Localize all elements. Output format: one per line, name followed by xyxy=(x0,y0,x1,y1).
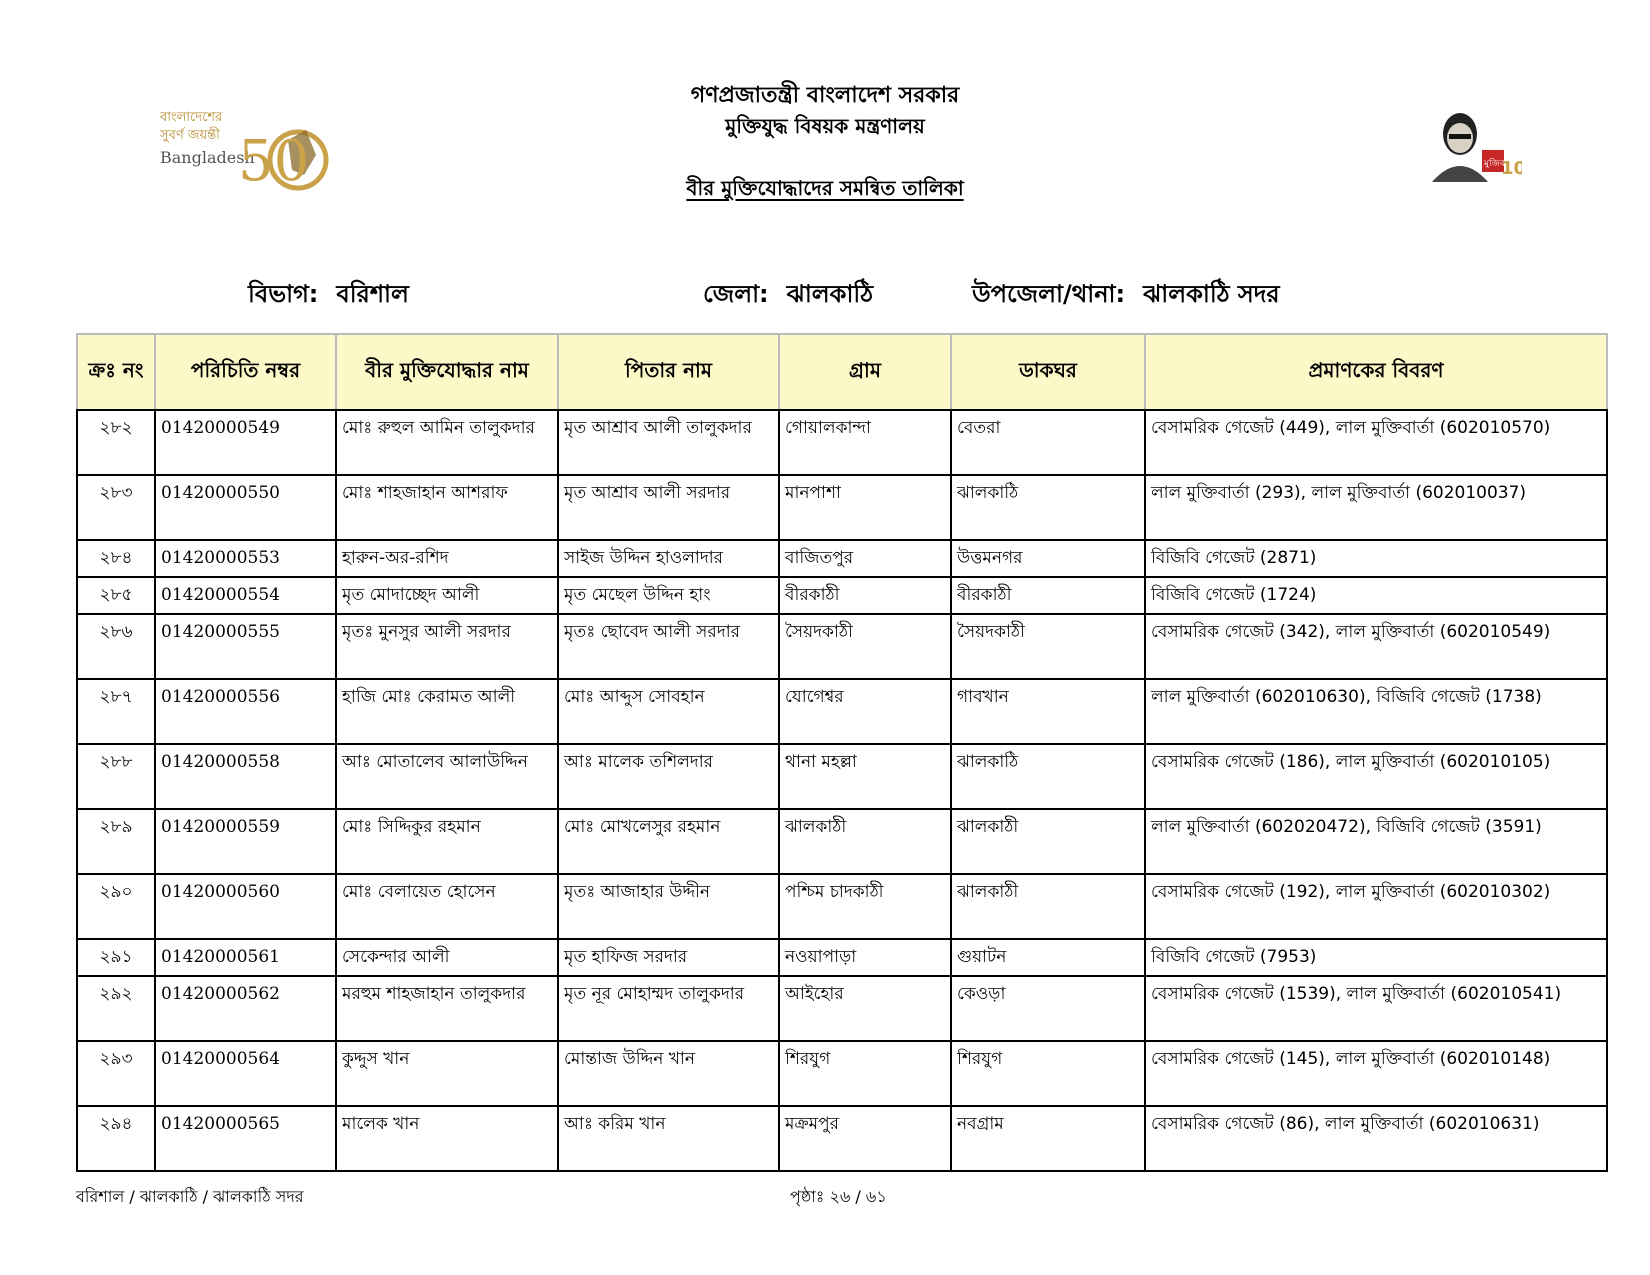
cell-name: মোঃ বেলায়েত হোসেন xyxy=(336,874,558,939)
cell-post-office: শিরযুগ xyxy=(951,1041,1145,1106)
svg-text:50: 50 xyxy=(238,129,310,194)
cell-father: মৃতঃ ছোবেদ আলী সরদার xyxy=(558,614,779,679)
cell-proof: বিজিবি গেজেট (1724) xyxy=(1145,577,1607,614)
cell-proof: লাল মুক্তিবার্তা (602010630), বিজিবি গেজেট (1738) xyxy=(1145,679,1607,744)
freedom-fighters-table xyxy=(76,333,1608,1172)
table-row xyxy=(77,540,1607,577)
col-header-father: পিতার নাম xyxy=(558,334,779,410)
cell-post-office: ঝালকাঠী xyxy=(951,874,1145,939)
ministry-title: মুক্তিযুদ্ধ বিষয়ক মন্ত্রণালয় xyxy=(725,114,925,138)
cell-father: মোঃ আব্দুস সোবহান xyxy=(558,679,779,744)
cell-id: 01420000555 xyxy=(155,614,336,679)
cell-father: মৃত আশ্রাব আলী সরদার xyxy=(558,475,779,540)
table-row xyxy=(77,976,1607,1041)
table-row xyxy=(77,410,1607,475)
cell-village: ঝালকাঠী xyxy=(779,809,951,874)
cell-serial: ২৯১ xyxy=(77,939,155,976)
cell-serial: ২৯২ xyxy=(77,976,155,1041)
cell-proof: বেসামরিক গেজেট (192), লাল মুক্তিবার্তা (602010302) xyxy=(1145,874,1607,939)
page-number: পৃষ্ঠাঃ ২৬ / ৬১ xyxy=(790,1187,887,1206)
cell-name: মালেক খান xyxy=(336,1106,558,1171)
jubilee-50-icon xyxy=(156,100,332,200)
upazila-value: ঝালকাঠি সদর xyxy=(1143,280,1280,308)
cell-village: পশ্চিম চাদকাঠী xyxy=(779,874,951,939)
mujib-portrait-icon xyxy=(1422,100,1522,184)
cell-proof: বেসামরিক গেজেট (449), লাল মুক্তিবার্তা (602010570) xyxy=(1145,410,1607,475)
mujib-borsho-logo xyxy=(1422,100,1522,184)
cell-name: মৃত মোদাচ্ছেদ আলী xyxy=(336,577,558,614)
table-row xyxy=(77,1041,1607,1106)
cell-father: মৃত নূর মোহাম্মদ তালুকদার xyxy=(558,976,779,1041)
table-row xyxy=(77,939,1607,976)
table-row xyxy=(77,809,1607,874)
cell-id: 01420000550 xyxy=(155,475,336,540)
cell-father: আঃ মালেক তশিলদার xyxy=(558,744,779,809)
cell-proof: বেসামরিক গেজেট (186), লাল মুক্তিবার্তা (602010105) xyxy=(1145,744,1607,809)
cell-serial: ২৮৮ xyxy=(77,744,155,809)
cell-name: সেকেন্দার আলী xyxy=(336,939,558,976)
cell-name: হাজি মোঃ কেরামত আলী xyxy=(336,679,558,744)
cell-post-office: ঝালকাঠি xyxy=(951,744,1145,809)
cell-father: মোঃ মোখলেসুর রহমান xyxy=(558,809,779,874)
cell-proof: লাল মুক্তিবার্তা (293), লাল মুক্তিবার্তা (602010037) xyxy=(1145,475,1607,540)
golden-jubilee-logo xyxy=(156,100,332,200)
cell-post-office: গুয়াটন xyxy=(951,939,1145,976)
svg-text:মুজিব বর্ষ: মুজিব বর্ষ xyxy=(1484,159,1518,169)
cell-proof: বিজিবি গেজেট (7953) xyxy=(1145,939,1607,976)
cell-father: মোন্তাজ উদ্দিন খান xyxy=(558,1041,779,1106)
cell-village: বাজিতপুর xyxy=(779,540,951,577)
cell-id: 01420000565 xyxy=(155,1106,336,1171)
cell-id: 01420000559 xyxy=(155,809,336,874)
cell-village: গোয়ালকান্দা xyxy=(779,410,951,475)
cell-serial: ২৮২ xyxy=(77,410,155,475)
cell-serial: ২৮৯ xyxy=(77,809,155,874)
cell-father: মৃত আশ্রাব আলী তালুকদার xyxy=(558,410,779,475)
cell-village: আইহোর xyxy=(779,976,951,1041)
cell-id: 01420000554 xyxy=(155,577,336,614)
cell-post-office: গাবখান xyxy=(951,679,1145,744)
district-field xyxy=(703,276,873,316)
table-row xyxy=(77,744,1607,809)
cell-serial: ২৯৩ xyxy=(77,1041,155,1106)
cell-name: কুদ্দুস খান xyxy=(336,1041,558,1106)
cell-id: 01420000558 xyxy=(155,744,336,809)
cell-serial: ২৯০ xyxy=(77,874,155,939)
cell-father: সাইজ উদ্দিন হাওলাদার xyxy=(558,540,779,577)
cell-proof: বেসামরিক গেজেট (342), লাল মুক্তিবার্তা (602010549) xyxy=(1145,614,1607,679)
cell-village: বীরকাঠী xyxy=(779,577,951,614)
cell-name: মৃতঃ মুনসুর আলী সরদার xyxy=(336,614,558,679)
district-label: জেলা: xyxy=(703,280,769,308)
cell-proof: বিজিবি গেজেট (2871) xyxy=(1145,540,1607,577)
division-label: বিভাগ: xyxy=(248,280,319,308)
cell-post-office: বেতরা xyxy=(951,410,1145,475)
logo-text-line3: Bangladesh xyxy=(160,148,255,167)
col-header-serial: ক্রঃ নং xyxy=(77,334,155,410)
cell-proof: লাল মুক্তিবার্তা (602020472), বিজিবি গেজেট (3591) xyxy=(1145,809,1607,874)
cell-id: 01420000560 xyxy=(155,874,336,939)
table-header-row xyxy=(77,334,1607,410)
cell-father: মৃত হাফিজ সরদার xyxy=(558,939,779,976)
cell-serial: ২৮৫ xyxy=(77,577,155,614)
government-title: গণপ্রজাতন্ত্রী বাংলাদেশ সরকার xyxy=(690,83,960,108)
cell-proof: বেসামরিক গেজেট (145), লাল মুক্তিবার্তা (602010148) xyxy=(1145,1041,1607,1106)
col-header-proof: প্রমাণকের বিবরণ xyxy=(1145,334,1607,410)
cell-serial: ২৮৬ xyxy=(77,614,155,679)
col-header-post-office: ডাকঘর xyxy=(951,334,1145,410)
cell-village: যোগেশ্বর xyxy=(779,679,951,744)
table-row xyxy=(77,1106,1607,1171)
district-value: ঝালকাঠি xyxy=(786,280,874,308)
cell-name: মোঃ রুহুল আমিন তালুকদার xyxy=(336,410,558,475)
logo-text-line2: সুবর্ণ জয়ন্তী xyxy=(160,128,220,143)
cell-post-office: বীরকাঠী xyxy=(951,577,1145,614)
cell-id: 01420000549 xyxy=(155,410,336,475)
table-row xyxy=(77,475,1607,540)
table-row xyxy=(77,679,1607,744)
cell-name: মোঃ সিদ্দিকুর রহমান xyxy=(336,809,558,874)
cell-id: 01420000556 xyxy=(155,679,336,744)
cell-name: মরহুম শাহজাহান তালুকদার xyxy=(336,976,558,1041)
col-header-village: গ্রাম xyxy=(779,334,951,410)
upazila-label: উপজেলা/থানা: xyxy=(972,280,1126,308)
cell-post-office: উত্তমনগর xyxy=(951,540,1145,577)
cell-father: মৃতঃ আজাহার উদ্দীন xyxy=(558,874,779,939)
cell-village: সৈয়দকাঠী xyxy=(779,614,951,679)
cell-post-office: কেওড়া xyxy=(951,976,1145,1041)
cell-id: 01420000562 xyxy=(155,976,336,1041)
table-row xyxy=(77,614,1607,679)
cell-id: 01420000564 xyxy=(155,1041,336,1106)
cell-serial: ২৮৩ xyxy=(77,475,155,540)
cell-village: শিরযুগ xyxy=(779,1041,951,1106)
logo-text-line1: বাংলাদেশের xyxy=(160,110,223,125)
col-header-id: পরিচিতি নম্বর xyxy=(155,334,336,410)
cell-proof: বেসামরিক গেজেট (86), লাল মুক্তিবার্তা (602010631) xyxy=(1145,1106,1607,1171)
cell-id: 01420000553 xyxy=(155,540,336,577)
cell-id: 01420000561 xyxy=(155,939,336,976)
list-title: বীর মুক্তিযোদ্ধাদের সমন্বিত তালিকা xyxy=(686,176,964,200)
cell-village: থানা মহল্লা xyxy=(779,744,951,809)
cell-father: মৃত মেছেল উদ্দিন হাং xyxy=(558,577,779,614)
cell-village: মক্রমপুর xyxy=(779,1106,951,1171)
svg-text:100: 10 xyxy=(1501,158,1522,179)
cell-village: মানপাশা xyxy=(779,475,951,540)
cell-name: হারুন-অর-রশিদ xyxy=(336,540,558,577)
table-row xyxy=(77,874,1607,939)
cell-serial: ২৮৪ xyxy=(77,540,155,577)
cell-post-office: নবগ্রাম xyxy=(951,1106,1145,1171)
col-header-name: বীর মুক্তিযোদ্ধার নাম xyxy=(336,334,558,410)
table-row xyxy=(77,577,1607,614)
cell-name: মোঃ শাহজাহান আশরাফ xyxy=(336,475,558,540)
cell-proof: বেসামরিক গেজেট (1539), লাল মুক্তিবার্তা (602010541) xyxy=(1145,976,1607,1041)
cell-post-office: ঝালকাঠী xyxy=(951,809,1145,874)
division-field xyxy=(248,276,409,316)
cell-serial: ২৮৭ xyxy=(77,679,155,744)
cell-post-office: ঝালকাঠি xyxy=(951,475,1145,540)
cell-father: আঃ করিম খান xyxy=(558,1106,779,1171)
cell-post-office: সৈয়দকাঠী xyxy=(951,614,1145,679)
cell-village: নওয়াপাড়া xyxy=(779,939,951,976)
cell-serial: ২৯৪ xyxy=(77,1106,155,1171)
division-value: বরিশাল xyxy=(336,280,409,308)
footer-location: বরিশাল / ঝালকাঠি / ঝালকাঠি সদর xyxy=(76,1187,304,1206)
upazila-field xyxy=(972,276,1280,316)
cell-name: আঃ মোতালেব আলাউদ্দিন xyxy=(336,744,558,809)
